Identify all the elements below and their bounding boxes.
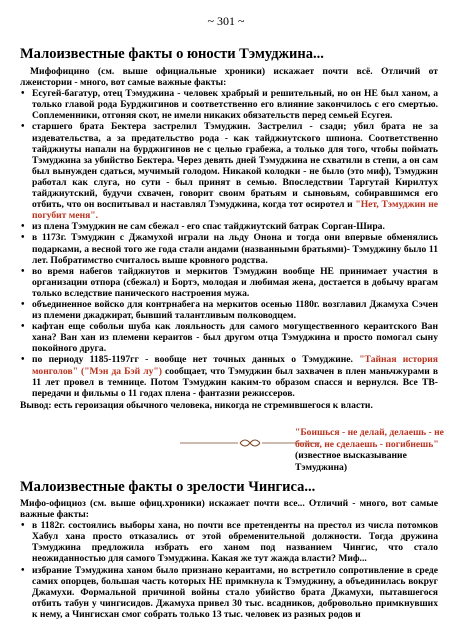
list-item: • в 1182г. состоялись выборы хана, но почти все претенденты на престол из числа потомков Хабул хана просто отказались от этой обременительной должности. Тогда дружина Тэмуджина предложила избрать его ханом под названием Чингис, что стало неожиданностью для самого Тэмуджина. Какая же тут жажда власти? Миф... [32,520,438,564]
page-number: ~ 301 ~ [207,14,245,28]
list-item: • избрание Тэмуджина ханом было признано кераитами, но встретило сопротивление в среде самих опорцев, большая часть которых НЕ примкнула к Тэмуджину, а объединилась вокруг Джамухи. Формальной причиной войны стало убийство брата Джамухи, пытавшегося отбить табун у чингисидов. Джамуха привел 30 тыс. всадников, добровольно примкнувших к нему, а Чингисхан смог собрать только 13 тыс. человек из разных родов и [32,565,438,620]
section1-conclusion: Вывод: есть героизация обычного человека, никогда не стремившегося к власти. [20,399,373,411]
list-item: • из плена Тэмуджин не сам сбежал - его спас тайджиутский батрак Сорган-Шира. [32,221,438,232]
list-item: • по периоду 1185-1197гг - вообще нет точных данных о Тэмуджине. "Тайная история монголов" ("Мэн да Бэй лу") сообщает, что Тэмуджин был захвачен в плен маньчжурами в 11 лет провел в темнице. Потом Тэмуджин каким-то образом спасся и вернулся. Все ТВ-передачи и фильмы о 11 годах плена - фантазии режиссеров. [32,354,438,398]
section1-title: Малоизвестные факты о юности Тэмуджина... [20,46,324,62]
section2-title: Малоизвестные факты о зрелости Чингиса... [20,479,316,495]
section2-body [20,498,438,620]
section1-body [20,66,438,411]
section1-intro: Мифофицино (см. выше официальные хроники) искажает почти всё. Отличий от лжеистории - много, вот самые важные факты: [20,66,438,89]
list-item: • объединенное войско для контрнабега на меркитов осенью 1180г. возглавил Джамуха Сэчен из племени джаджират, бывший талантливым полководцем. [32,299,438,321]
quote-text: "Боишься - не делай, делаешь - не бойся, не сделаешь - погибнешь" [295,427,444,450]
list-item: • Есугей-багатур, отец Тэмуджина - человек храбрый и решительный, но он НЕ был ханом, а только главой рода Бурджигинов и соответственно его влияние закончилось с его смертью. Соплеменники, отгоняя скот, не имели никаких обязательств перед семьей Есугея. [32,88,438,121]
list-item: • во время набегов тайджиутов и меркитов Тэмуджин вообще НЕ принимает участия в организации отпора (сбежал) и Бортэ, молодая и любимая жена, достается в добычу врагам только вследствие панического настроения мужа. [32,266,438,299]
side-quote [295,427,445,473]
section2-intro: Мифо-официоз (см. выше офиц.хроники) искажает почти все... Отличий - много, вот самые важные факты: [20,498,438,521]
red-quote: "Нет, Тэмуджин не погубит меня". [32,199,438,222]
list-item: • старшего брата Бектера застрелил Тэмуджин. Застрелил - сзади; убил брата не за издевательства, а за предательство рода - как тайджиутского шпиона. Соответственно тайджиуты напали на бурджигинов не с целью грабежа, а только для того, чтобы поймать Тэмуджина за убийство Бектера. Через девять дней Тэмуджина не схватили в степи, а он сам был вынужден сдаться, мучимый голодом. Никакой колодки - не было (это миф), Тэмуджин работал как слуга, но сути - был принят в семью. Впоследствии Таргутай Кирилтух тайджиутский, будучи схвачен, говорит своим братьям и сыновьям, собиравшимся его отбить, что он воспитывал и наставлял Тэмуджина, когда тот осиротел и "Нет, Тэмуджин не погубит меня". [32,121,438,221]
red-book-title: "Тайная история монголов" ("Мэн да Бэй лу") [32,354,438,377]
section2-list [20,520,438,620]
list-item: • кафтан еще собольи шуба как лояльность для самого могущественного кераитского Ван хана? Ван хан из племени кераитов - был другом отца Тэмуджина и просто помогал сыну покойного друга. [32,321,438,354]
quote-attribution: (известное высказывание Тэмуджина) [295,450,407,473]
section1-list [20,88,438,399]
list-item: • в 1173г. Тэмуджин с Джамухой играли на льду Онона и тогда они впервые обменялись подарками, а весной того же года стали андами (названными братьями)- Тэмуджину было 11 лет. Побратимство считалось выше кровного родства. [32,232,438,265]
